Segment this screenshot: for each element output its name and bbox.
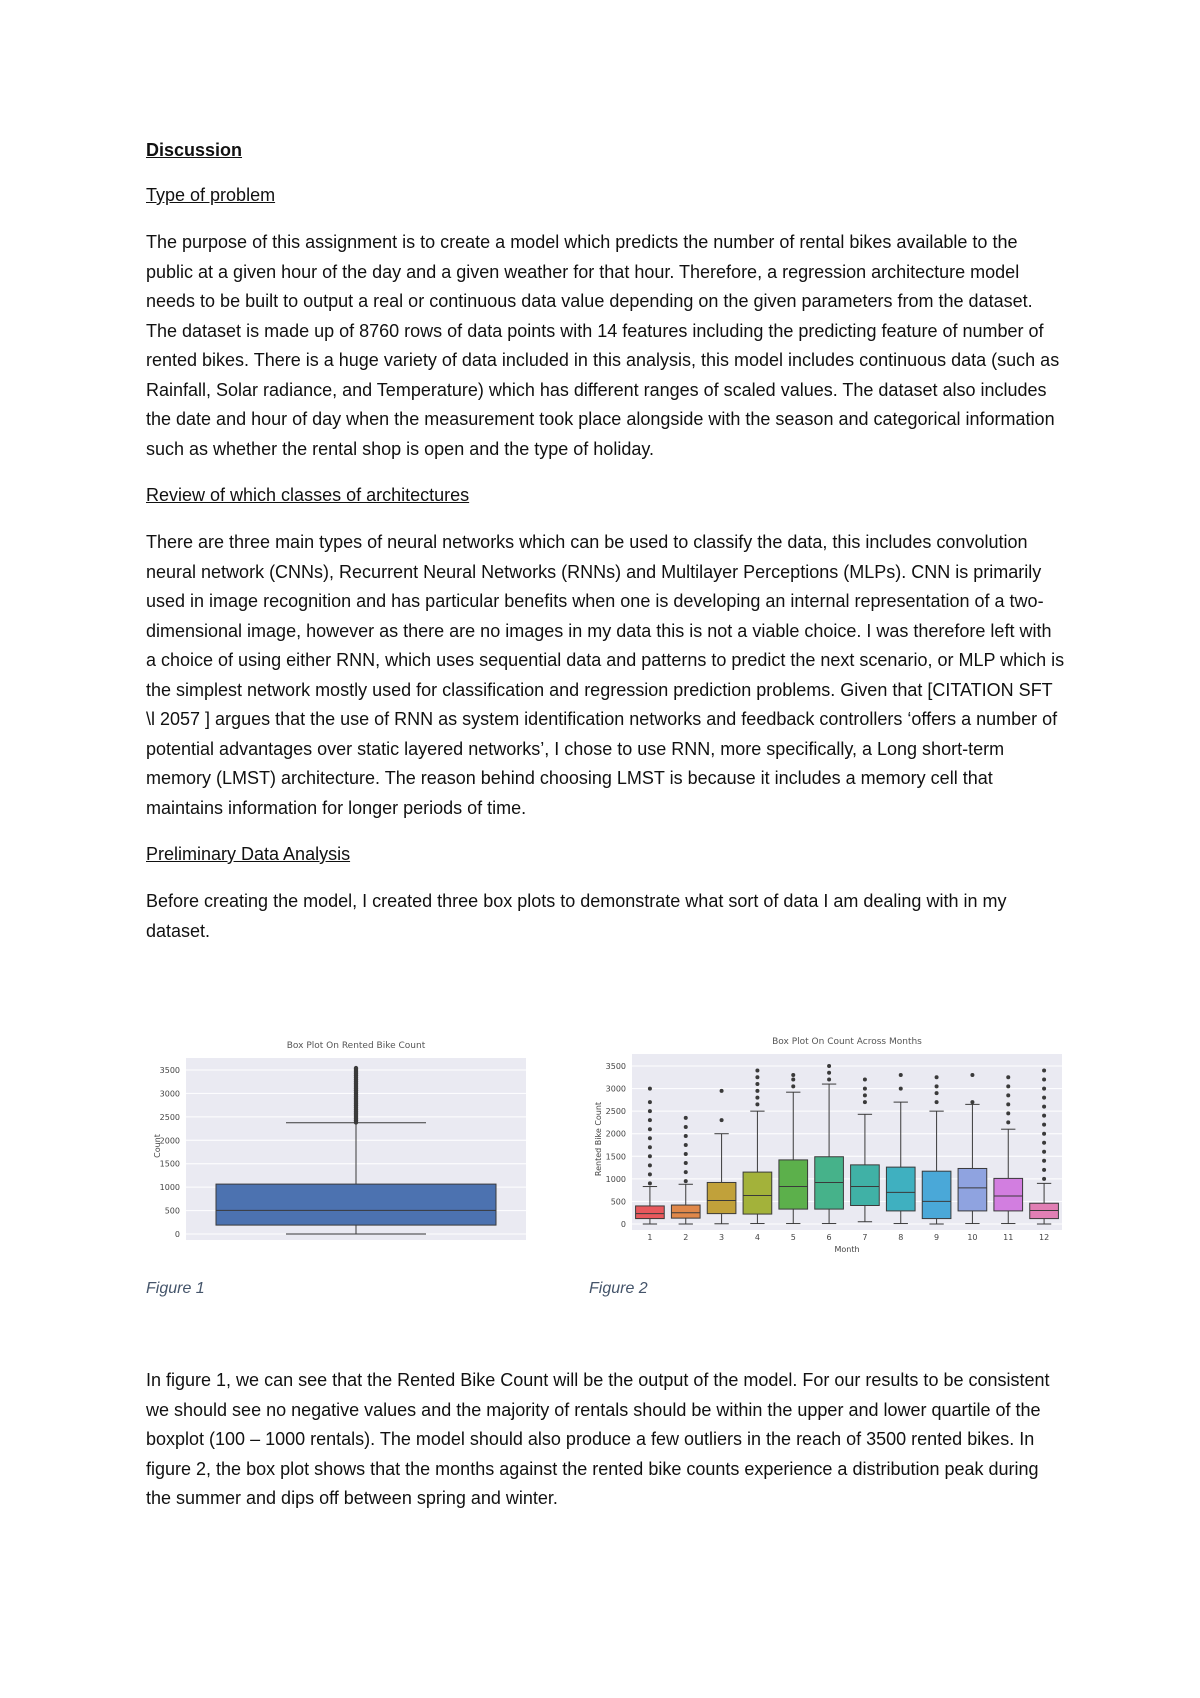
doc-title: Discussion xyxy=(146,140,243,160)
outlier-point xyxy=(935,1100,939,1104)
outlier-point xyxy=(1006,1111,1010,1115)
y-axis-label: Count xyxy=(153,1134,162,1158)
outlier-point xyxy=(720,1118,724,1122)
box-month-8 xyxy=(886,1167,915,1211)
outlier-point xyxy=(935,1091,939,1095)
outlier-point xyxy=(1042,1105,1046,1109)
outlier-point xyxy=(1042,1096,1046,1100)
x-tick-label: 12 xyxy=(1038,1233,1050,1242)
outlier-point xyxy=(1042,1141,1046,1145)
outlier-point xyxy=(899,1087,903,1091)
figure-2-boxplot xyxy=(592,1034,1066,1254)
outlier-point xyxy=(1042,1114,1046,1118)
chart-title: Box Plot On Count Across Months xyxy=(772,1037,922,1047)
y-tick-label: 500 xyxy=(164,1206,180,1216)
y-tick-label: 3500 xyxy=(605,1062,626,1071)
outlier-point xyxy=(863,1087,867,1091)
outlier-point xyxy=(648,1087,652,1091)
outlier-point xyxy=(648,1154,652,1158)
outlier-point xyxy=(755,1096,759,1100)
box-month-11 xyxy=(994,1178,1023,1211)
outlier-point xyxy=(648,1127,652,1131)
y-tick-label: 2500 xyxy=(159,1112,180,1122)
outlier-point xyxy=(354,1066,358,1070)
outlier-point xyxy=(1042,1159,1046,1163)
outlier-point xyxy=(1042,1150,1046,1154)
outlier-point xyxy=(827,1071,831,1075)
y-tick-label: 1000 xyxy=(605,1174,626,1184)
outlier-point xyxy=(970,1100,974,1104)
outlier-point xyxy=(863,1100,867,1104)
outlier-point xyxy=(684,1125,688,1129)
y-tick-label: 2000 xyxy=(159,1136,180,1146)
outlier-point xyxy=(1042,1069,1046,1073)
y-tick-label: 1500 xyxy=(605,1152,626,1162)
figure-1-boxplot xyxy=(146,1034,546,1254)
outlier-point xyxy=(648,1172,652,1176)
outlier-point xyxy=(684,1179,688,1183)
section-paragraph-architectures: There are three main types of neural networks which can be used to classify the data, this includes convolution neural network (CNNs), Recurrent Neural Networks (RNNs) and Multilayer Perceptions (MLPs). CNN is primarily used in image recognition and has particular benefits when one is developing an internal representation of a two-dimensional image, however as there are no images in my data this is not a viable choice. I was therefore left with a choice of using either RNN, which uses sequential data and patterns to predict the next scenario, or MLP which is the simplest network mostly used for classification and regression prediction problems. Given that [CITATION SFT \l 2057 ] argues that the use of RNN as system identification networks and feedback controllers ‘offers a number of potential advantages over static layered networks’, I chose to use RNN, more specifically, a Long short-term memory (LMST) architecture. The reason behind choosing LMST is because it includes a memory cell that maintains information for longer periods of time. xyxy=(146,532,1065,818)
outlier-point xyxy=(755,1075,759,1079)
section-paragraph-type-of-problem: The purpose of this assignment is to create a model which predicts the number of rental bikes available to the public at a given hour of the day and a given weather for that hour. Therefore, a regression architecture model needs to be built to output a real or continuous data value depending on the given parameters from the dataset. The dataset is made up of 8760 rows of data points with 14 features including the predicting feature of number of rented bikes. There is a huge variety of data included in this analysis, this model includes continuous data (such as Rainfall, Solar radiance, and Temperature) which has different ranges of scaled values. The dataset also includes the date and hour of day when the measurement took place alongside with the season and categorical information such as whether the rental shop is open and the type of holiday. xyxy=(146,232,1060,459)
outlier-point xyxy=(720,1089,724,1093)
section-heading-architectures: Review of which classes of architectures xyxy=(146,485,470,505)
closing-paragraph: In figure 1, we can see that the Rented Bike Count will be the output of the model. For our results to be consistent we should see no negative values and the majority of rentals should be within the upper and lower quartile of the boxplot (100 – 1000 rentals). The model should also produce a few outliers in the reach of 3500 rented bikes. In figure 2, the box plot shows that the months against the rented bike counts experience a distribution peak during the summer and dips off between spring and winter. xyxy=(146,1370,1050,1508)
outlier-point xyxy=(1042,1123,1046,1127)
section-heading-type-of-problem: Type of problem xyxy=(146,185,276,205)
outlier-point xyxy=(684,1143,688,1147)
outlier-point xyxy=(935,1084,939,1088)
y-axis-label: Rented Bike Count xyxy=(594,1101,603,1177)
x-tick-label: 10 xyxy=(967,1233,978,1242)
document-body xyxy=(146,138,1066,946)
x-tick-label: 5 xyxy=(790,1233,796,1242)
x-axis-label: Month xyxy=(834,1245,860,1254)
outlier-point xyxy=(863,1078,867,1082)
y-tick-label: 2000 xyxy=(605,1129,626,1139)
figure-2-caption: Figure 2 xyxy=(589,1280,648,1297)
box-month-5 xyxy=(779,1160,808,1209)
outlier-point xyxy=(1006,1084,1010,1088)
x-tick-label: 11 xyxy=(1003,1233,1014,1242)
box-month-3 xyxy=(707,1182,736,1213)
x-tick-label: 7 xyxy=(862,1233,868,1242)
outlier-point xyxy=(648,1136,652,1140)
outlier-point xyxy=(791,1084,795,1088)
box xyxy=(216,1184,496,1225)
x-tick-label: 4 xyxy=(754,1233,760,1242)
outlier-point xyxy=(791,1073,795,1077)
outlier-point xyxy=(648,1163,652,1167)
outlier-point xyxy=(1042,1168,1046,1172)
outlier-point xyxy=(863,1093,867,1097)
outlier-point xyxy=(970,1073,974,1077)
y-tick-label: 500 xyxy=(610,1197,626,1207)
outlier-point xyxy=(755,1102,759,1106)
outlier-point xyxy=(684,1116,688,1120)
outlier-point xyxy=(755,1082,759,1086)
x-tick-label: 8 xyxy=(898,1233,904,1242)
outlier-point xyxy=(1006,1093,1010,1097)
y-tick-label: 3500 xyxy=(159,1066,180,1075)
section-paragraph-preliminary-analysis: Before creating the model, I created three box plots to demonstrate what sort of data I am dealing with in my dataset. xyxy=(146,891,1007,941)
outlier-point xyxy=(755,1069,759,1073)
outlier-point xyxy=(899,1073,903,1077)
x-tick-label: 2 xyxy=(683,1233,689,1242)
outlier-point xyxy=(1042,1177,1046,1181)
y-tick-label: 2500 xyxy=(605,1107,626,1117)
box-month-2 xyxy=(671,1205,700,1218)
y-tick-label: 3000 xyxy=(159,1089,180,1099)
outlier-point xyxy=(684,1152,688,1156)
outlier-point xyxy=(648,1145,652,1149)
outlier-point xyxy=(755,1089,759,1093)
outlier-point xyxy=(648,1100,652,1104)
y-tick-label: 0 xyxy=(174,1230,180,1239)
figures-row xyxy=(146,1034,1066,1297)
section-heading-preliminary-analysis: Preliminary Data Analysis xyxy=(146,844,351,864)
outlier-point xyxy=(1006,1102,1010,1106)
y-tick-label: 0 xyxy=(620,1220,626,1229)
outlier-point xyxy=(648,1118,652,1122)
outlier-point xyxy=(684,1161,688,1165)
box-month-9 xyxy=(922,1171,951,1218)
box-month-10 xyxy=(958,1168,987,1210)
box-month-1 xyxy=(636,1206,665,1219)
box-month-4 xyxy=(743,1172,772,1214)
y-tick-label: 3000 xyxy=(605,1084,626,1094)
x-tick-label: 6 xyxy=(826,1233,832,1242)
outlier-point xyxy=(935,1075,939,1079)
outlier-point xyxy=(1042,1078,1046,1082)
figure-1-caption: Figure 1 xyxy=(146,1280,205,1297)
x-tick-label: 1 xyxy=(647,1233,653,1242)
outlier-point xyxy=(1006,1120,1010,1124)
outlier-point xyxy=(1006,1075,1010,1079)
outlier-point xyxy=(827,1078,831,1082)
outlier-point xyxy=(648,1181,652,1185)
outlier-point xyxy=(1042,1132,1046,1136)
y-tick-label: 1500 xyxy=(159,1159,180,1169)
outlier-point xyxy=(648,1109,652,1113)
outlier-point xyxy=(827,1064,831,1068)
box-month-7 xyxy=(851,1165,880,1206)
outlier-point xyxy=(684,1170,688,1174)
outlier-point xyxy=(684,1134,688,1138)
x-tick-label: 3 xyxy=(719,1233,725,1242)
chart-title: Box Plot On Rented Bike Count xyxy=(286,1041,426,1051)
outlier-point xyxy=(1042,1087,1046,1091)
x-tick-label: 9 xyxy=(934,1233,940,1242)
y-tick-label: 1000 xyxy=(159,1183,180,1193)
closing-section xyxy=(146,1366,1066,1514)
outlier-point xyxy=(791,1078,795,1082)
